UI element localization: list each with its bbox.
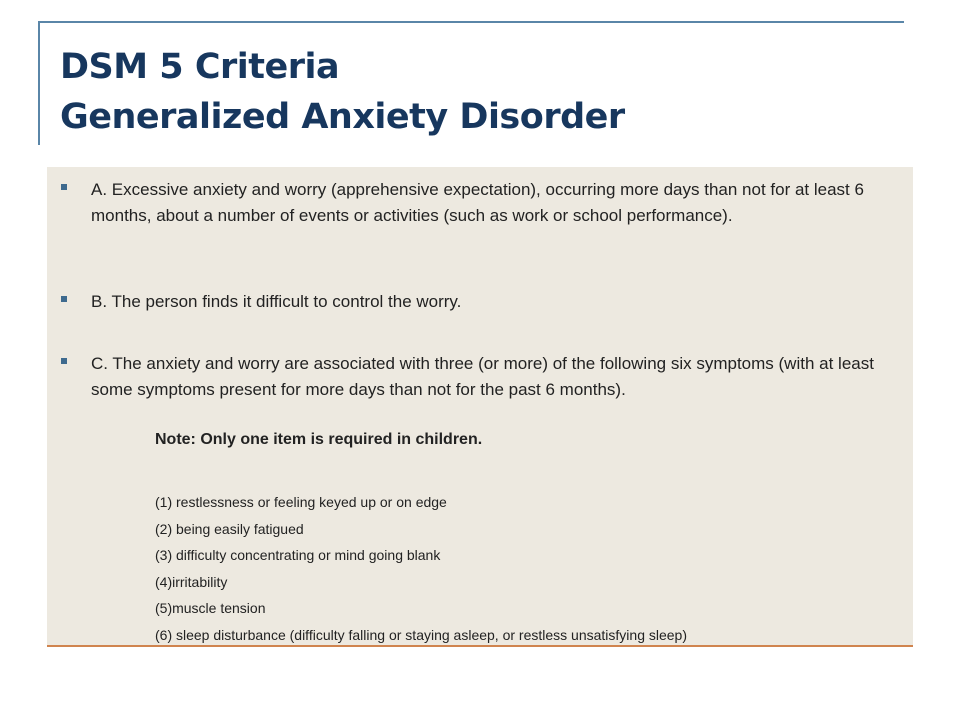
children-note: Note: Only one item is required in children.: [155, 431, 483, 448]
frame-left-line: [38, 21, 40, 145]
symptom-item: (5)muscle tension: [155, 600, 266, 617]
content-panel: [47, 167, 913, 647]
square-bullet-icon: [61, 296, 67, 302]
title-line-1: DSM 5 Criteria: [60, 47, 340, 87]
square-bullet-icon: [61, 184, 67, 190]
criterion-text: A. Excessive anxiety and worry (apprehensive expectation), occurring more days than not for at least 6 months, about a number of events or activities (such as work or school performance).: [91, 180, 864, 225]
slide-title: [60, 42, 625, 142]
symptom-list: [155, 489, 687, 649]
symptom-item: (1) restlessness or feeling keyed up or on edge: [155, 494, 447, 510]
symptom-item: (3) difficulty concentrating or mind going blank: [155, 547, 441, 564]
criterion-text: C. The anxiety and worry are associated with three (or more) of the following six symptoms (with at least some symptoms present for more days than not for the past 6 months).: [91, 354, 874, 399]
symptom-item: (2) being easily fatigued: [155, 520, 304, 537]
square-bullet-icon: [61, 358, 67, 364]
title-line-2: Generalized Anxiety Disorder: [60, 97, 625, 137]
frame-top-line: [38, 21, 904, 23]
criterion-text: B. The person finds it difficult to control the worry.: [91, 292, 462, 311]
symptom-item: (6) sleep disturbance (difficulty falling or staying asleep, or restless unsatisfying sleep): [155, 626, 687, 643]
symptom-item: (4)irritability: [155, 573, 228, 590]
